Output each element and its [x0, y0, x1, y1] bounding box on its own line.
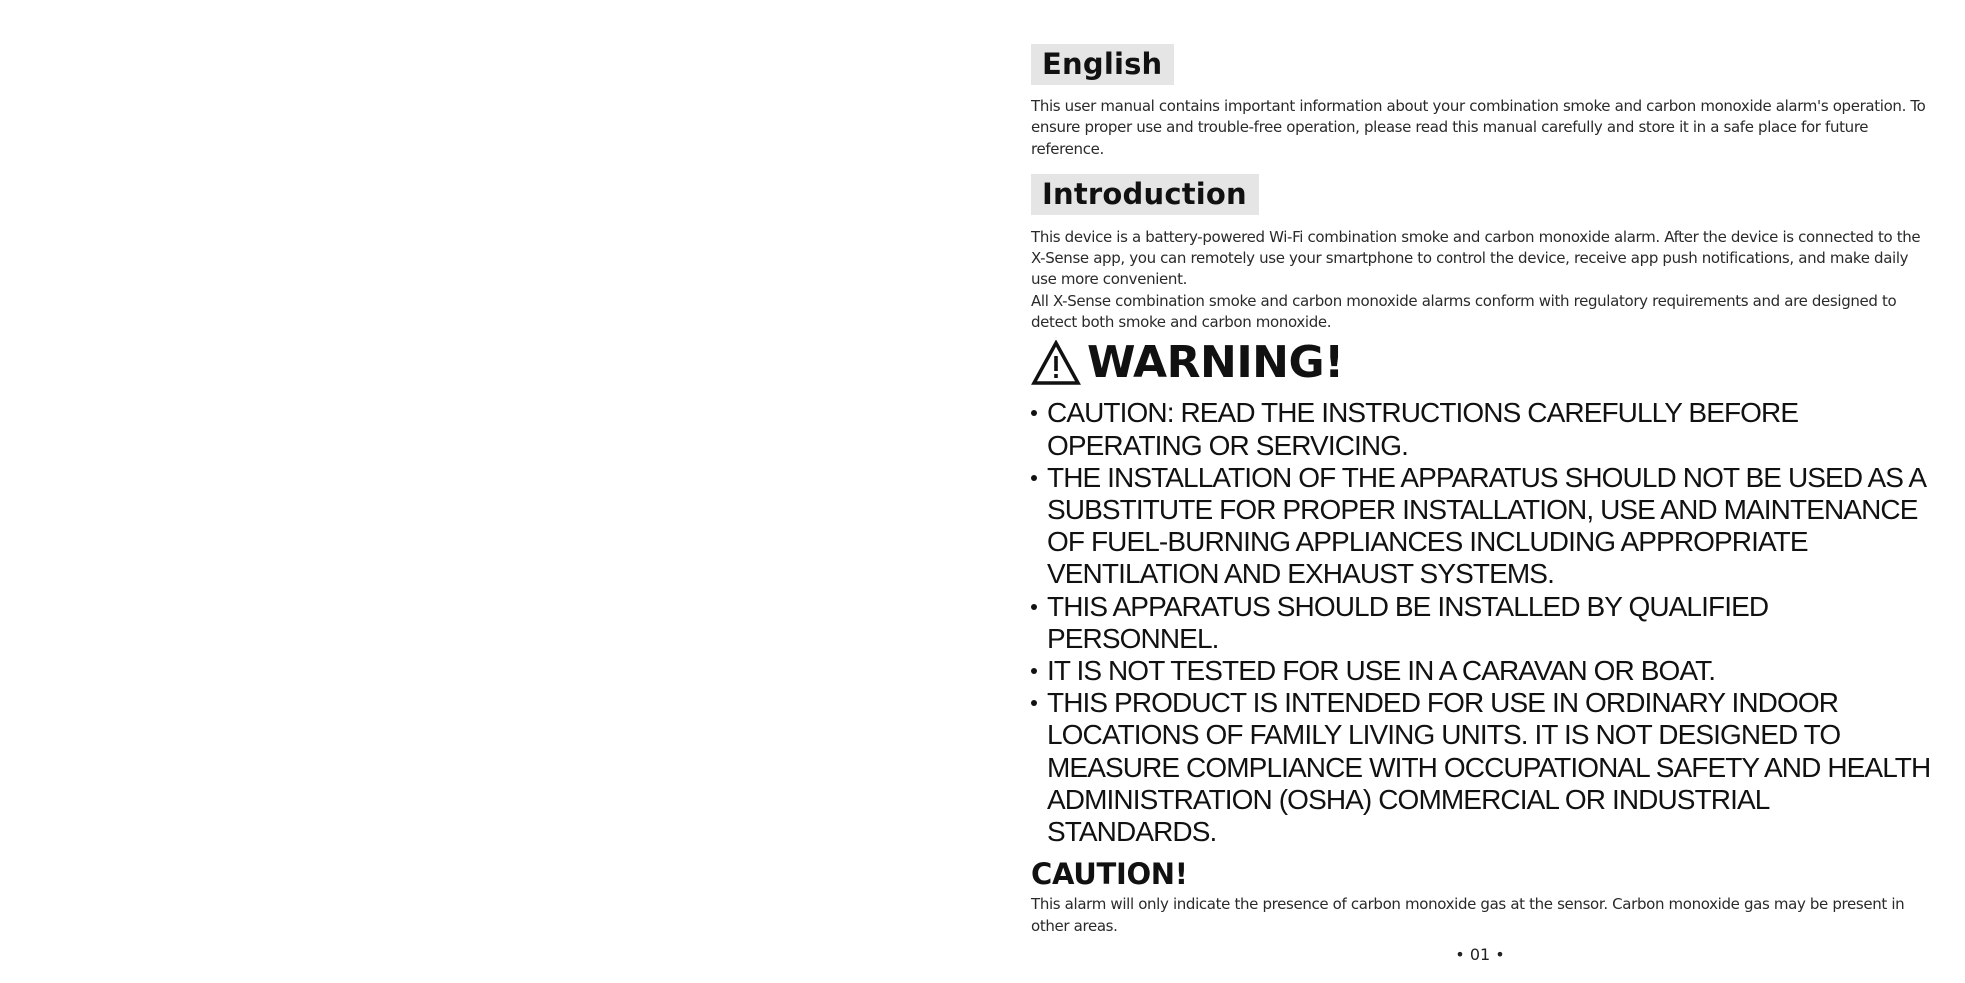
caution-paragraph: This alarm will only indicate the presence of carbon monoxide gas at the sensor. Carbon monoxide gas may be present in other areas. [1031, 895, 1905, 935]
page-number: • 01 • [1455, 945, 1505, 964]
manual-page-content [1031, 44, 1931, 937]
warning-item-text: CAUTION: READ THE INSTRUCTIONS CAREFULLY BEFORE OPERATING OR SERVICING. [1047, 397, 1799, 461]
introduction-paragraph-2: All X-Sense combination smoke and carbon monoxide alarms conform with regulatory requirements and are designed to detect both smoke and carbon monoxide. [1031, 291, 1897, 332]
warning-header [1031, 337, 1931, 389]
warning-title: WARNING! [1087, 337, 1344, 389]
warning-item [1031, 591, 1931, 655]
warning-item [1031, 655, 1931, 687]
english-heading: English [1031, 44, 1174, 85]
caution-title: CAUTION! [1031, 857, 1188, 892]
warning-list [1031, 397, 1931, 848]
warning-item [1031, 687, 1931, 848]
introduction-paragraph-1: This device is a battery-powered Wi-Fi combination smoke and carbon monoxide alarm. After the device is connected to the X-Sense app, you can remotely use your smartphone to control the device, receive app push notifications, and make daily use more convenient. [1031, 227, 1921, 289]
english-paragraph: This user manual contains important information about your combination smoke and carbon monoxide alarm's operation. To ensure proper use and trouble-free operation, please read this manual carefully and store it in a safe place for future reference. [1031, 97, 1926, 158]
bullet-icon [1031, 604, 1037, 610]
bullet-icon [1031, 410, 1037, 416]
warning-item-text: IT IS NOT TESTED FOR USE IN A CARAVAN OR BOAT. [1047, 655, 1716, 686]
bullet-icon [1031, 668, 1037, 674]
warning-item-text: THIS APPARATUS SHOULD BE INSTALLED BY QUALIFIED PERSONNEL. [1047, 590, 1769, 654]
warning-item [1031, 397, 1931, 461]
warning-item-text: THE INSTALLATION OF THE APPARATUS SHOULD NOT BE USED AS A SUBSTITUTE FOR PROPER INSTALLATION, USE AND MAINTENANCE OF FUEL-BURNING APPLIANCES INCLUDING APPROPRIATE VENTILATION AND EXHAUST SYSTEMS. [1047, 461, 1925, 590]
bullet-icon [1031, 700, 1037, 706]
bullet-icon [1031, 475, 1037, 481]
warning-item [1031, 462, 1931, 591]
introduction-heading: Introduction [1031, 174, 1259, 215]
warning-item-text: THIS PRODUCT IS INTENDED FOR USE IN ORDINARY INDOOR LOCATIONS OF FAMILY LIVING UNITS. IT IS NOT DESIGNED TO MEASURE COMPLIANCE WITH OCCUPATIONAL SAFETY AND HEALTH ADMINISTRATION (OSHA) COMMERCIAL OR INDUSTRIAL STANDARDS. [1047, 687, 1931, 848]
warning-triangle-icon [1031, 340, 1081, 386]
